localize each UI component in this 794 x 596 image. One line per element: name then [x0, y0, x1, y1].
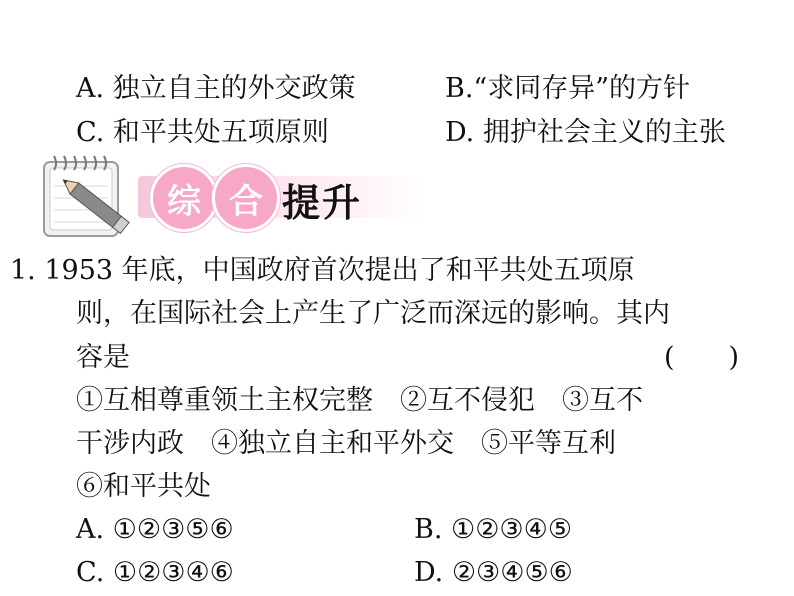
question-items-line-3: ⑥和平共处 — [76, 471, 211, 502]
option-b: B. ①②③④⑤ — [414, 514, 573, 545]
option-c: C. ①②③④⑥ — [76, 557, 234, 588]
section-title: 提升 — [282, 181, 363, 225]
question-stem-line-3: 容是 — [76, 342, 130, 373]
notepad-pencil-icon — [38, 152, 148, 244]
prev-option-c: C. 和平共处五项原则 — [76, 117, 329, 148]
question-stem-line-1: 1. 1953 年底，中国政府首次提出了和平共处五项原 — [10, 255, 635, 286]
prev-option-a: A. 独立自主的外交政策 — [76, 73, 356, 104]
question-items-line-2: 干涉内政 ④独立自主和平外交 ⑤平等互利 — [76, 428, 616, 459]
question-stem-line-2: 则，在国际社会上产生了广泛而深远的影响。其内 — [76, 298, 670, 329]
question-items-line-1: ①互相尊重领土主权完整 ②互不侵犯 ③互不 — [76, 385, 643, 416]
section-char-circle-1: 综 — [150, 164, 218, 232]
option-a: A. ①②③⑤⑥ — [76, 514, 234, 545]
answer-blank: ( ) — [664, 342, 740, 373]
option-d: D. ②③④⑤⑥ — [414, 557, 573, 588]
section-banner — [38, 152, 428, 244]
section-char-circle-2: 合 — [212, 164, 280, 232]
prev-option-b: B.“求同存异”的方针 — [445, 73, 691, 104]
prev-option-d: D. 拥护社会主义的主张 — [445, 117, 726, 148]
